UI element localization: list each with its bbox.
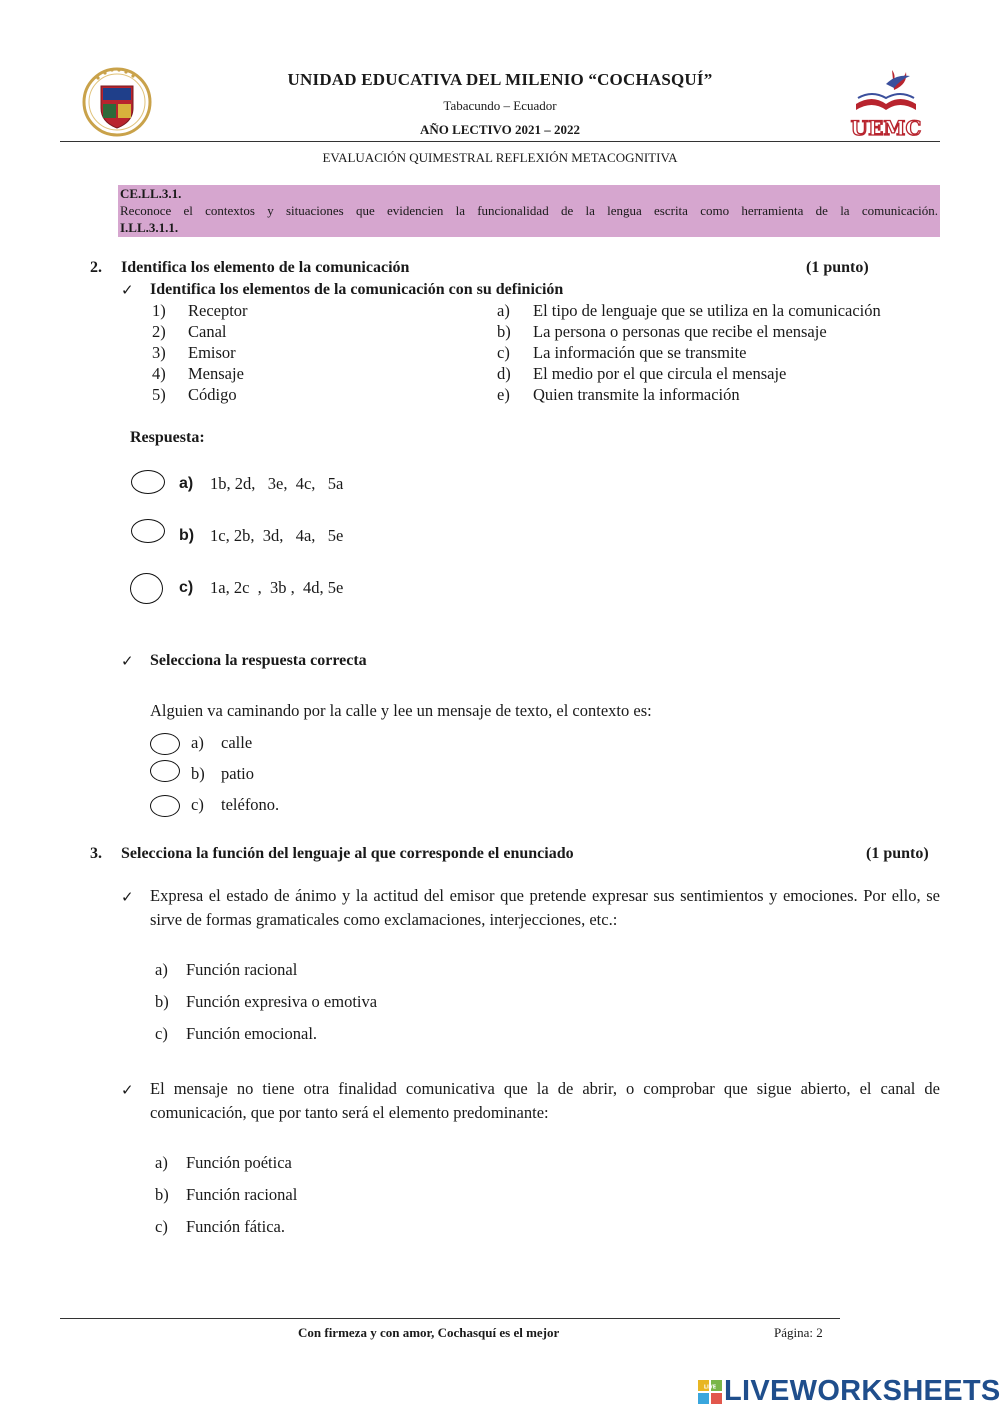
answer-text: 1c, 2b, 3d, 4a, 5e <box>210 526 344 545</box>
q2-title: Identifica los elemento de la comunicación <box>121 259 410 276</box>
check-icon: ✓ <box>121 1083 134 1099</box>
match-left-num: 5) <box>152 385 166 404</box>
match-left-num: 1) <box>152 301 166 320</box>
option-letter: a) <box>155 960 168 979</box>
option-text: teléfono. <box>221 795 280 814</box>
school-location: Tabacundo – Ecuador <box>443 98 557 113</box>
context-radio-b[interactable] <box>150 760 180 782</box>
match-left-term: Código <box>188 385 237 404</box>
match-right-letter: e) <box>497 385 510 404</box>
context-radio-c[interactable] <box>150 795 180 817</box>
answer-label: Respuesta: <box>130 429 205 446</box>
option-letter: b) <box>191 764 205 783</box>
q3-statement-1: Expresa el estado de ánimo y la actitud del emisor que pretende expresar sus sentimientos y emociones. Por ello, se sirve de formas gramaticales como exclamaciones, interjecciones, etc.: <box>150 886 940 929</box>
match-right-letter: c) <box>497 343 510 362</box>
match-left-term: Emisor <box>188 343 236 362</box>
q3-number: 3. <box>90 845 102 862</box>
match-right-def: Quien transmite la información <box>533 385 740 404</box>
q2-points: (1 punto) <box>806 259 869 276</box>
header-rule <box>60 141 940 142</box>
criterion-text: Reconoce el contextos y situaciones que evidencien la funcionalidad de la lengua escrita como herramienta de la comunicación. <box>120 203 938 218</box>
match-right-letter: b) <box>497 322 511 341</box>
option-letter: c) <box>155 1024 168 1043</box>
answer-letter: a) <box>179 475 194 492</box>
match-left-term: Mensaje <box>188 364 244 383</box>
q3-statement-2: El mensaje no tiene otra finalidad comunicativa que la de abrir, o comprobar que sigue abierto, el canal de comunicación, que por tanto será el elemento predominante: <box>150 1079 940 1122</box>
answer-letter: c) <box>179 579 194 596</box>
footer-motto: Con firmeza y con amor, Cochasquí es el mejor <box>298 1325 560 1340</box>
option-text: Función racional <box>186 960 298 979</box>
option-letter: a) <box>155 1153 168 1172</box>
answer-letter: b) <box>179 527 195 544</box>
option-text: Función expresiva o emotiva <box>186 992 378 1011</box>
answer-text: 1a, 2c , 3b , 4d, 5e <box>210 578 344 597</box>
footer-rule <box>60 1318 840 1319</box>
option-letter: c) <box>191 795 204 814</box>
match-right-letter: a) <box>497 301 510 320</box>
match-left-term: Canal <box>188 322 227 341</box>
q3-points: (1 punto) <box>866 845 929 862</box>
option-letter: b) <box>155 992 169 1011</box>
match-left-num: 2) <box>152 322 166 341</box>
match-left-term: Receptor <box>188 301 248 320</box>
answer-radio-b[interactable] <box>131 519 165 543</box>
answer-radio-c[interactable] <box>130 573 163 604</box>
option-text: Función racional <box>186 1185 298 1204</box>
option-text: Función emocional. <box>186 1024 318 1043</box>
match-right-def: La información que se transmite <box>533 343 747 362</box>
option-letter: c) <box>155 1217 168 1236</box>
option-text: calle <box>221 733 253 752</box>
criterion-code: CE.LL.3.1. <box>120 186 182 201</box>
svg-text:UEMC: UEMC <box>850 116 922 140</box>
q2-number: 2. <box>90 259 102 276</box>
uemc-logo <box>848 64 924 140</box>
check-icon: ✓ <box>121 890 134 906</box>
criterion-box <box>118 185 940 237</box>
option-text: patio <box>221 764 254 783</box>
q2-sub2-title: Selecciona la respuesta correcta <box>150 652 367 669</box>
check-icon: ✓ <box>121 283 134 299</box>
answer-radio-a[interactable] <box>131 470 165 494</box>
option-letter: a) <box>191 733 204 752</box>
match-left-num: 4) <box>152 364 166 383</box>
answer-text: 1b, 2d, 3e, 4c, 5a <box>210 474 344 493</box>
option-text: Función fática. <box>186 1217 285 1236</box>
context-radio-a[interactable] <box>150 733 180 755</box>
exam-title: EVALUACIÓN QUIMESTRAL REFLEXIÓN METACOGNITIVA <box>322 150 678 165</box>
match-right-def: El medio por el que circula el mensaje <box>533 364 787 383</box>
q2-sub2-prompt: Alguien va caminando por la calle y lee un mensaje de texto, el contexto es: <box>150 701 652 720</box>
check-icon: ✓ <box>121 654 134 670</box>
school-name: UNIDAD EDUCATIVA DEL MILENIO “COCHASQUÍ” <box>287 70 713 89</box>
q3-title: Selecciona la función del lenguaje al que corresponde el enunciado <box>121 845 574 862</box>
option-text: Función poética <box>186 1153 292 1172</box>
match-right-def: El tipo de lenguaje que se utiliza en la comunicación <box>533 301 881 320</box>
liveworksheets-badge-icon <box>698 1380 722 1404</box>
school-year: AÑO LECTIVO 2021 – 2022 <box>419 122 581 137</box>
footer-page: Página: 2 <box>774 1325 823 1340</box>
liveworksheets-brand[interactable]: LIVEWORKSHEETS <box>724 1375 1000 1407</box>
match-right-def: La persona o personas que recibe el mensaje <box>533 322 827 341</box>
svg-text:LIVE: LIVE <box>703 1384 717 1391</box>
match-left-num: 3) <box>152 343 166 362</box>
criterion-indicator: I.LL.3.1.1. <box>120 220 179 235</box>
match-right-letter: d) <box>497 364 511 383</box>
option-letter: b) <box>155 1185 169 1204</box>
q2-sub1-title: Identifica los elementos de la comunicación con su definición <box>150 281 564 298</box>
